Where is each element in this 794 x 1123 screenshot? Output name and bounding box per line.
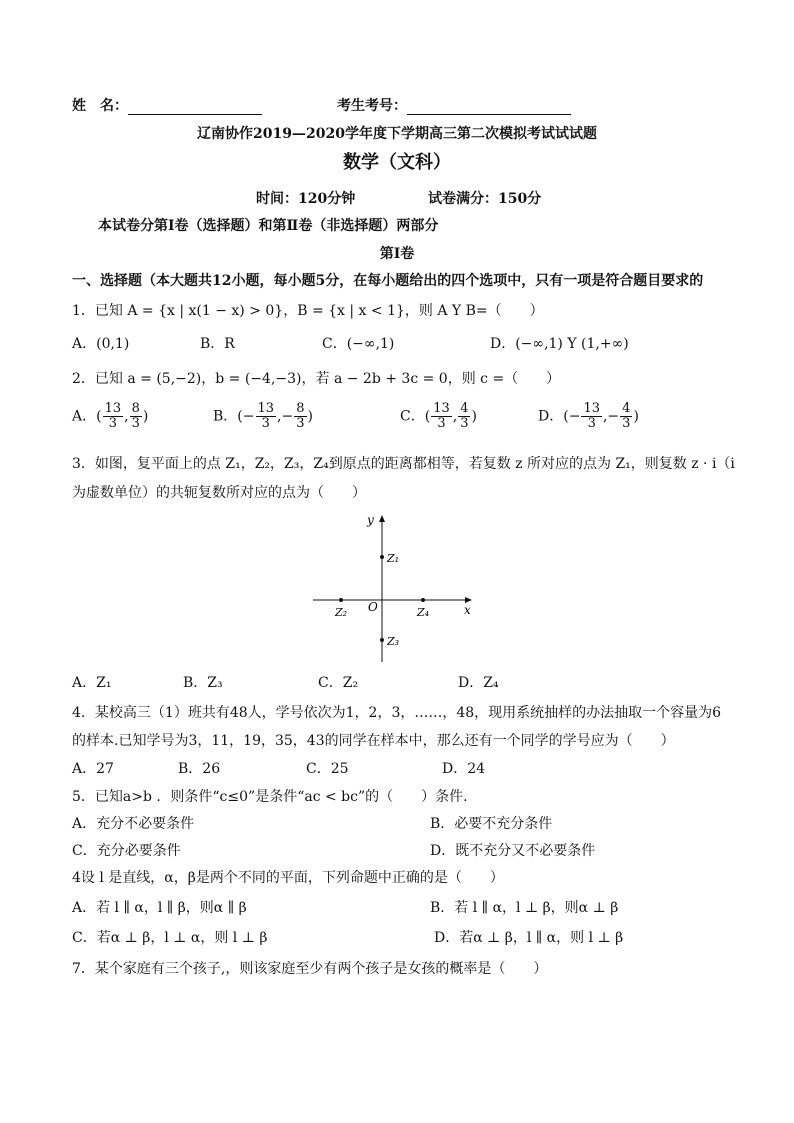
- exam-title: 辽南协作2019—2020学年度下学期高三第二次模拟考试试试题: [197, 126, 597, 142]
- q3-stem-line1: 3．如图，复平面上的点 Z₁，Z₂，Z₃，Z₄到原点的距离都相等，若复数 z 所对应的点为 Z₁，则复数 z · i（i: [72, 456, 735, 472]
- q5-option-c[interactable]: C．充分必要条件: [72, 843, 181, 859]
- score-info: 试卷满分：150分: [428, 191, 542, 207]
- point-z1-label: Z₁: [387, 552, 400, 565]
- y-axis-label: y: [367, 513, 374, 527]
- exam-no-blank[interactable]: [407, 100, 571, 115]
- q6-stem: 4设 l 是直线，α，β是两个不同的平面，下列命题中正确的是（ ）: [72, 870, 504, 886]
- q2-b-frac-2: $\frac{8}{3}$: [296, 401, 305, 431]
- q4-stem-line1: 4．某校高三（1）班共有48人，学号依次为1，2，3，……，48，现用系统抽样的办法抽取一个容量为6: [72, 705, 722, 721]
- exam-no-label: 考生考号：: [337, 98, 407, 114]
- q4-option-c[interactable]: C．25: [306, 761, 349, 777]
- q6-option-c[interactable]: C．若α ⊥ β，l ⊥ α，则 l ⊥ β: [72, 930, 268, 946]
- q2-option-a[interactable]: A．( $\frac{13}{3}$ , $\frac{8}{3}$ ): [72, 401, 149, 431]
- name-blank[interactable]: [128, 100, 262, 115]
- q6-option-a[interactable]: A．若 l ∥ α，l ∥ β，则α ∥ β: [72, 900, 247, 916]
- q7-stem: 7．某个家庭有三个孩子,，则该家庭至少有两个孩子是女孩的概率是（ ）: [72, 961, 548, 977]
- q2-option-c[interactable]: C．( $\frac{13}{3}$ , $\frac{4}{3}$ ): [400, 401, 477, 431]
- q2-a-label: A．: [72, 408, 97, 425]
- q5-stem: 5．已知a>b ．则条件“c≤0”是条件“ac < bc”的（ ）条件.: [72, 789, 468, 805]
- name-label: 姓 名：: [72, 98, 128, 114]
- point-z4-label: Z₄: [417, 606, 430, 619]
- q2-b-frac-1: $\frac{13}{3}$: [257, 401, 275, 431]
- q2-stem: 2．已知 a = (5,−2)，b = (−4,−3)，若 a − 2b + 3c = 0，则 c =（ ）: [72, 371, 561, 387]
- subject-title: 数学（文科）: [343, 152, 451, 173]
- paper-note: 本试卷分第Ⅰ卷（选择题）和第Ⅱ卷（非选择题）两部分: [98, 218, 439, 234]
- q2-b-label: B．: [213, 408, 238, 425]
- point-z3-label: Z₃: [387, 635, 400, 648]
- q1-option-c[interactable]: C．(−∞,1): [322, 336, 395, 352]
- q3-option-b[interactable]: B．Z₃: [183, 675, 223, 691]
- origin-label: O: [368, 600, 378, 614]
- q5-option-d[interactable]: D．既不充分又不必要条件: [430, 843, 596, 859]
- q5-option-b[interactable]: B．必要不充分条件: [430, 816, 553, 832]
- point-z2-label: Z₂: [335, 606, 348, 619]
- q3-option-c[interactable]: C．Z₂: [318, 675, 359, 691]
- q6-option-b[interactable]: B．若 l ∥ α，l ⊥ β，则α ⊥ β: [430, 900, 619, 916]
- q6-option-d[interactable]: D．若α ⊥ β，l ∥ α，则 l ⊥ β: [434, 930, 624, 946]
- q2-a-frac-1: $\frac{13}{3}$: [104, 401, 122, 431]
- q1-stem: 1．已知 A = {x | x(1 − x) > 0}，B = {x | x < 1}，则 A Y B=（ ）: [72, 303, 544, 319]
- q4-option-b[interactable]: B．26: [178, 761, 221, 777]
- volume-title: 第Ⅰ卷: [379, 246, 415, 262]
- q2-option-b[interactable]: B．(− $\frac{13}{3}$ ,− $\frac{8}{3}$ ): [213, 401, 313, 431]
- q3-option-d[interactable]: D．Z₄: [458, 675, 499, 691]
- exam-no-row: [337, 97, 571, 115]
- q2-c-frac-1: $\frac{13}{3}$: [433, 401, 450, 431]
- q2-d-frac-1: $\frac{13}{3}$: [583, 401, 600, 431]
- q2-d-label: D．: [538, 408, 564, 425]
- q4-option-d[interactable]: D．24: [442, 761, 486, 777]
- complex-plane-figure: [305, 508, 485, 670]
- q2-option-d[interactable]: D．(− $\frac{13}{3}$ ,− $\frac{4}{3}$ ): [538, 401, 639, 431]
- q2-a-frac-2: $\frac{8}{3}$: [131, 401, 140, 431]
- point-z1: [380, 555, 384, 559]
- point-z3: [380, 638, 384, 642]
- q3-stem-line2: 为虚数单位）的共轭复数所对应的点为（ ）: [72, 485, 366, 501]
- q4-option-a[interactable]: A．27: [72, 761, 114, 777]
- q1-option-b[interactable]: B．R: [200, 336, 235, 352]
- q1-option-a[interactable]: A．(0,1): [72, 336, 130, 352]
- q4-stem-line2: 的样本.已知学号为3，11，19，35，43的同学在样本中，那么还有一个同学的学号应为（ ）: [72, 733, 675, 749]
- point-z4: [421, 598, 425, 602]
- q2-c-frac-2: $\frac{4}{3}$: [460, 401, 469, 431]
- q5-option-a[interactable]: A．充分不必要条件: [72, 816, 195, 832]
- q1-option-d[interactable]: D．(−∞,1) Y (1,+∞): [490, 336, 629, 352]
- point-z2: [339, 598, 343, 602]
- time-info: 时间：120分钟: [256, 191, 356, 207]
- q2-c-label: C．: [400, 408, 425, 425]
- name-row: [72, 97, 262, 115]
- q2-d-frac-2: $\frac{4}{3}$: [622, 401, 631, 431]
- q3-option-a[interactable]: A．Z₁: [72, 675, 112, 691]
- section-heading: 一、选择题（本大题共12小题，每小题5分，在每小题给出的四个选项中，只有一项是符合题目要求的: [72, 273, 704, 289]
- x-axis-label: x: [464, 603, 471, 617]
